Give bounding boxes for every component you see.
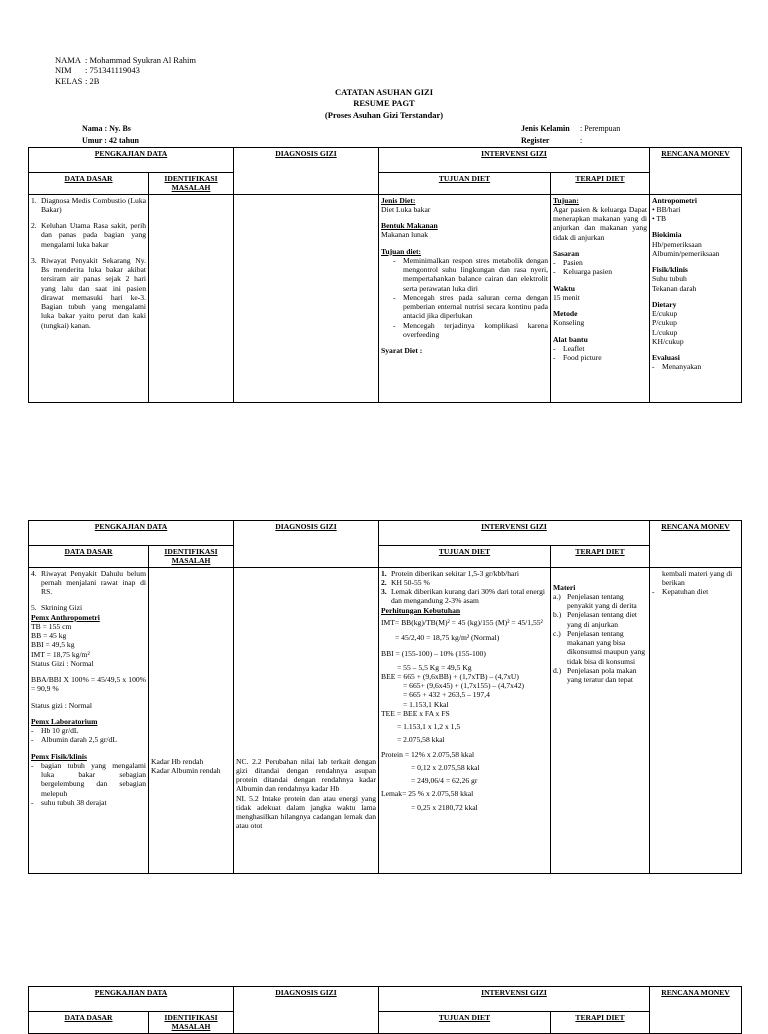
header-monev: RENCANA MONEV: [650, 987, 742, 1034]
list-item: - Meminimalkan respon stres metabolik dengan mengontrol suhu lingkungan dan rasa nyeri, mempertahankan balance cairan dan elektrolit serta perawatan luka diri: [393, 255, 548, 293]
fisik-klinis-label: Fisik/klinis: [652, 265, 688, 274]
list-item: - bagian tubuh yang mengalami luka bakar sebagian bergelembung dan sebagian melepuh: [31, 760, 146, 798]
monev-cell: [650, 567, 742, 873]
protein-line: = 0,12 x 2.075,58 kkal: [411, 762, 480, 772]
info-key: NAMA: [55, 55, 81, 65]
data-dasar-cell: [29, 194, 149, 402]
list-item: Hb/pemeriksaan: [652, 239, 702, 249]
list-item: kembali materi yang di berikan: [662, 568, 733, 587]
list-item: - suhu tubuh 38 derajat: [31, 797, 107, 807]
fisik-klinis-label: Pemx Fisik/klinis: [31, 751, 87, 761]
list-item: - Food picture: [553, 353, 602, 362]
list-item: Tekanan darah: [652, 283, 697, 293]
list-item: Suhu tubuh: [652, 274, 687, 284]
pagt-table-3: [28, 986, 742, 1034]
list-item: P/cukup: [652, 318, 677, 328]
info-value: : Mohammad Syukran Al Rahim: [85, 55, 196, 65]
perhitungan-label: Perhitungan Kebutuhan: [381, 605, 461, 615]
dietary-label: Dietary: [652, 299, 677, 309]
header-terapi: TERAPI DIET: [551, 173, 650, 195]
info-value: : 2B: [85, 75, 100, 86]
biokimia-label: Biokimia: [652, 230, 682, 240]
header-identifikasi: IDENTIFIKASI MASALAH: [149, 173, 234, 195]
tujuan-diet-cell: [379, 567, 551, 873]
tee-line: TEE = BEE x FA x FS: [381, 708, 450, 718]
waktu-label: Waktu: [553, 283, 575, 293]
terapi-diet-cell: [551, 194, 650, 402]
list-item: 4. Riwayat Penyakit Dahulu belum pernah menjalani rawat inap di RS.: [31, 568, 146, 596]
identifikasi-cell: [149, 567, 234, 873]
info-key: KELAS: [55, 75, 83, 86]
terapi-tujuan-value: Agar pasien & keluarga Dapat menerapkan makanan yang di anjurkan dan makanan yang tidak di anjurkan: [553, 204, 647, 242]
list-item: BBI = 49,5 kg: [31, 640, 75, 650]
list-item: d.) Penjelasan pola makan yang teratur dan tepat: [553, 665, 637, 684]
header-pengkajian: PENGKAJIAN DATA: [29, 987, 234, 1012]
header-tujuan: TUJUAN DIET: [379, 173, 551, 195]
header-pengkajian: PENGKAJIAN DATA: [29, 148, 234, 173]
list-item: E/cukup: [652, 309, 678, 318]
bee-line: = 665 + 432 + 263,5 – 197,4: [403, 690, 490, 700]
list-item: - Hb 10 gr/dL: [31, 726, 79, 735]
header-diagnosis: DIAGNOSIS GIZI: [234, 148, 379, 195]
bentuk-makanan-value: Makanan lunak: [381, 230, 429, 240]
antropometri-label: Pemx Anthropometri: [31, 612, 100, 622]
monev-cell: [650, 194, 742, 402]
header-tujuan: TUJUAN DIET: [379, 546, 551, 568]
list-item: IMT = 18,75 kg/m²: [31, 649, 90, 659]
list-item: • BB/hari: [652, 204, 681, 214]
student-info: [55, 55, 196, 86]
pagt-table-1: [28, 147, 742, 403]
bba-bbi: BBA/BBI X 100% = 45/49,5 x 100% = 90,9 %: [31, 675, 146, 694]
protein-line: Protein = 12% x 2.075,58 kkal: [381, 749, 475, 759]
list-item: 2. Keluhan Utama Rasa sakit, perih dan panas pada bagian yang mengalami luka bakar: [31, 221, 146, 249]
header-data-dasar: DATA DASAR: [29, 546, 149, 568]
patient-sex-label: Jenis Kelamin: [521, 124, 570, 133]
syarat-diet-label: Syarat Diet :: [381, 346, 423, 355]
list-item: - Albumin darah 2,5 gr/dL: [31, 735, 117, 745]
bee-line: = 1.153,1 Kkal: [403, 699, 449, 709]
bentuk-makanan-label: Bentuk Makanan: [381, 221, 438, 230]
list-item: L/cukup: [652, 327, 678, 337]
list-item: - Pasien: [553, 258, 583, 267]
list-item: a.) Penjelasan tentang penyakit yang di derita: [553, 591, 637, 610]
header-data-dasar: DATA DASAR: [29, 1012, 149, 1034]
evaluasi-label: Evaluasi: [652, 353, 680, 362]
diagnosis-nc: NC. 2.2 Perubahan nilai lab terkait dengan gizi ditandai dengan rendahnya asupan protein ditandai dengan rendahnya kadar Albumin dan rendahnya kadar Hb: [236, 756, 376, 794]
bbi-result: = 55 – 5,5 Kg = 49,5 Kg: [397, 662, 472, 672]
jenis-diet-value: Diet Luka bakar: [381, 204, 431, 214]
bbi-formula: BBI = (155-100) – 10% (155-100): [381, 649, 486, 659]
antropometri-label: Antropometri: [652, 195, 697, 205]
info-value: : 751341119043: [85, 65, 140, 76]
tujuan-diet-cell: [379, 194, 551, 402]
doc-subtitle: RESUME PAGT: [353, 98, 415, 108]
list-item: KH/cukup: [652, 336, 684, 346]
patient-age: Umur : 42 tahun: [82, 136, 139, 145]
list-item: • TB: [652, 214, 667, 223]
terapi-tujuan-label: Tujuan:: [553, 195, 579, 205]
header-data-dasar: DATA DASAR: [29, 173, 149, 195]
bee-line: BEE = 665 + (9,6xBB) + (1,7xTB) – (4,7xU): [381, 671, 519, 681]
header-diagnosis: DIAGNOSIS GIZI: [234, 987, 379, 1034]
diagnosis-cell: [234, 567, 379, 873]
list-item: 2. KH 50-55 %: [381, 577, 430, 587]
header-diagnosis: DIAGNOSIS GIZI: [234, 521, 379, 568]
header-identifikasi: IDENTIFIKASI MASALAH: [149, 1012, 234, 1034]
list-item: Status Gizi : Normal: [31, 658, 94, 668]
header-monev: RENCANA MONEV: [650, 521, 742, 568]
waktu-value: 15 menit: [553, 292, 580, 302]
list-item: 3. Lemak diberikan kurang dari 30% dari total energi dan mengandung 2-3% asam: [381, 587, 545, 606]
doc-title: CATATAN ASUHAN GIZI: [334, 87, 434, 97]
list-item: - Mencegah stres pada saluran cerna dengan pemberian enternal nutrisi secara kontinu pada antacid jika diperlukan: [393, 292, 548, 321]
imt-result: = 45/2,40 = 18,75 kg/m² (Normal): [395, 633, 500, 642]
doc-subtitle-2: (Proses Asuhan Gizi Terstandar): [324, 110, 444, 120]
identifikasi-cell: [149, 194, 234, 402]
tujuan-diet-label: Tujuan diet:: [381, 246, 422, 256]
list-item: c.) Penjelasan tentang makanan yang bisa dikonsumsi maupun yang tidak bisa di konsumsi: [553, 628, 646, 666]
header-monev: RENCANA MONEV: [650, 148, 742, 195]
list-item: - Keluarga pasien: [553, 267, 612, 277]
list-item: b.) Penjelasan tentang diet yang di anjurkan: [553, 610, 638, 629]
bee-line: = 665+ (9,6x45) + (1,7x155) – (4,7x42): [403, 681, 525, 690]
lemak-line: Lemak= 25 % x 2.075,58 kkal: [381, 789, 474, 799]
list-item: 5. Skrining Gizi: [31, 603, 83, 613]
list-item: BB = 45 kg: [31, 631, 67, 640]
jenis-diet-label: Jenis Diet:: [381, 195, 416, 205]
header-intervensi: INTERVENSI GIZI: [379, 521, 650, 546]
list-item: Albumin/pemeriksaan: [652, 248, 720, 258]
protein-line: = 249,06/4 = 62,26 gr: [411, 776, 478, 785]
metode-label: Metode: [553, 309, 578, 318]
terapi-diet-cell: [551, 567, 650, 873]
list-item: Kadar Albumin rendah: [151, 765, 221, 775]
patient-sex-value: : Perempuan: [580, 124, 621, 133]
list-item: TB = 155 cm: [31, 621, 72, 631]
pagt-table-2: [28, 520, 742, 874]
laboratorium-label: Pemx Laboratorium: [31, 716, 98, 726]
alat-bantu-label: Alat bantu: [553, 334, 588, 344]
list-item: - Menanyakan: [652, 362, 702, 372]
diagnosis-ni: NI. 5.2 Intake protein dan atau energi yang tidak adekuat dalam jangka waktu lama menghasilkan hilangnya cadangan lemak dan atau otot: [236, 793, 376, 831]
patient-register-value: :: [580, 136, 583, 145]
materi-label: Materi: [553, 582, 576, 592]
header-intervensi: INTERVENSI GIZI: [379, 148, 650, 173]
list-item: 3. Riwayat Penyakit Sekarang Ny. Bs menderita luka bakar akibat tersiram air panas sejak 2 hari yang lalu dan saat ini pasien dirawat memasuki hari ke-3. Bagian tubuh yang mengalami luka bakar yaitu perut dan kaki (tungkai) kanan.: [31, 255, 146, 330]
patient-name: Nama : Ny. Bs: [82, 124, 131, 133]
list-item: 1. Protein diberikan sekitar 1,5-3 gr/kbb/hari: [381, 568, 520, 578]
list-item: 1. Diagnosa Medis Combustio (Luka Bakar): [31, 195, 146, 214]
header-intervensi: INTERVENSI GIZI: [379, 987, 650, 1012]
list-item: Kadar Hb rendah: [151, 756, 204, 766]
diagnosis-cell: [234, 194, 379, 402]
list-item: - Mencegah terjadinya komplikasi karena overfeeding: [393, 320, 548, 339]
status-gizi: Status gizi : Normal: [31, 700, 92, 710]
metode-value: Konseling: [553, 318, 585, 328]
tee-line: = 1.153,1 x 1,2 x 1,5: [397, 722, 461, 731]
list-item: - Leaflet: [553, 343, 585, 353]
header-terapi: TERAPI DIET: [551, 546, 650, 568]
tee-line: = 2.075,58 kkal: [397, 735, 445, 745]
list-item: - Kepatuhan diet: [652, 587, 709, 596]
header-tujuan: TUJUAN DIET: [379, 1012, 551, 1034]
sasaran-label: Sasaran: [553, 248, 580, 258]
info-key: NIM: [55, 65, 72, 76]
patient-register-label: Register: [521, 136, 550, 145]
imt-formula: IMT= BB(kg)/TB(M)² = 45 (kg)/155 (M)² = 45/1,55²: [381, 617, 543, 627]
data-dasar-cell: [29, 567, 149, 873]
header-pengkajian: PENGKAJIAN DATA: [29, 521, 234, 546]
lemak-line: = 0,25 x 2180,72 kkal: [411, 802, 478, 812]
header-terapi: TERAPI DIET: [551, 1012, 650, 1034]
header-identifikasi: IDENTIFIKASI MASALAH: [149, 546, 234, 568]
